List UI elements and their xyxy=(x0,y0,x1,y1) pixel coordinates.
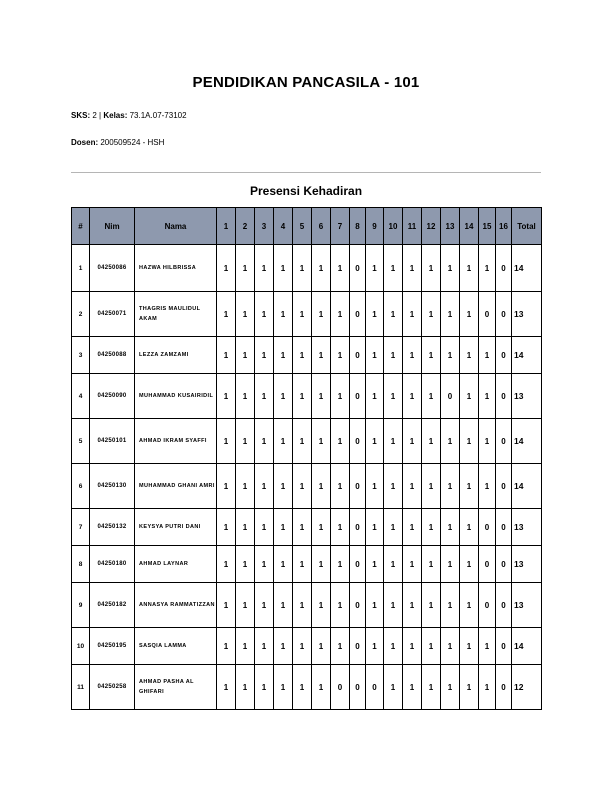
attendance-cell: 1 xyxy=(236,464,255,509)
attendance-cell: 1 xyxy=(274,464,293,509)
divider xyxy=(71,172,541,173)
attendance-cell: 1 xyxy=(293,546,312,583)
attendance-cell: 1 xyxy=(331,464,350,509)
attendance-cell: 1 xyxy=(441,665,460,710)
column-header: Total xyxy=(512,208,542,245)
kelas-value: 73.1A.07-73102 xyxy=(129,111,187,120)
attendance-cell: 1 xyxy=(479,419,496,464)
attendance-cell: 1 xyxy=(217,546,236,583)
attendance-cell: 1 xyxy=(217,337,236,374)
attendance-cell: 1 xyxy=(460,583,479,628)
attendance-cell: 1 xyxy=(236,583,255,628)
attendance-cell: 1 xyxy=(384,419,403,464)
attendance-cell: 1 xyxy=(403,464,422,509)
attendance-cell: 1 xyxy=(460,464,479,509)
attendance-cell: 0 xyxy=(350,665,366,710)
attendance-cell: 1 xyxy=(422,665,441,710)
total-cell: 14 xyxy=(512,245,542,292)
attendance-cell: 0 xyxy=(496,583,512,628)
name-cell: ANNASYA RAMMATIZZAN xyxy=(135,583,217,628)
column-header: 4 xyxy=(274,208,293,245)
attendance-cell: 1 xyxy=(460,628,479,665)
attendance-cell: 1 xyxy=(331,245,350,292)
course-info xyxy=(71,111,187,120)
attendance-cell: 1 xyxy=(479,337,496,374)
nim-cell: 04250182 xyxy=(90,583,135,628)
page-title: PENDIDIKAN PANCASILA - 101 xyxy=(192,74,420,91)
attendance-cell: 1 xyxy=(479,665,496,710)
attendance-cell: 1 xyxy=(312,509,331,546)
attendance-cell: 1 xyxy=(255,509,274,546)
name-cell: THAGRIS MAULIDUL AKAM xyxy=(135,292,217,337)
attendance-cell: 1 xyxy=(274,374,293,419)
column-header: 9 xyxy=(366,208,384,245)
attendance-cell: 1 xyxy=(293,337,312,374)
attendance-cell: 1 xyxy=(422,337,441,374)
column-header: 5 xyxy=(293,208,312,245)
name-cell: KEYSYA PUTRI DANI xyxy=(135,509,217,546)
attendance-cell: 1 xyxy=(422,419,441,464)
attendance-cell: 0 xyxy=(350,628,366,665)
sks-label: SKS: xyxy=(71,111,91,120)
attendance-cell: 0 xyxy=(496,509,512,546)
total-cell: 14 xyxy=(512,419,542,464)
attendance-cell: 1 xyxy=(312,245,331,292)
column-header: 14 xyxy=(460,208,479,245)
attendance-cell: 1 xyxy=(293,374,312,419)
attendance-cell: 0 xyxy=(350,509,366,546)
nim-cell: 04250180 xyxy=(90,546,135,583)
nim-cell: 04250088 xyxy=(90,337,135,374)
attendance-cell: 1 xyxy=(255,374,274,419)
name-cell: MUHAMMAD GHANI AMRI xyxy=(135,464,217,509)
nim-cell: 04250086 xyxy=(90,245,135,292)
attendance-cell: 1 xyxy=(366,374,384,419)
column-header: # xyxy=(72,208,90,245)
table-row xyxy=(72,509,542,546)
attendance-cell: 0 xyxy=(350,583,366,628)
column-header: 1 xyxy=(217,208,236,245)
attendance-cell: 1 xyxy=(255,628,274,665)
attendance-cell: 1 xyxy=(217,374,236,419)
attendance-cell: 1 xyxy=(217,665,236,710)
sks-value: 2 xyxy=(92,111,97,120)
attendance-cell: 1 xyxy=(217,292,236,337)
attendance-cell: 1 xyxy=(441,464,460,509)
table-row xyxy=(72,419,542,464)
attendance-cell: 1 xyxy=(274,245,293,292)
attendance-cell: 1 xyxy=(403,665,422,710)
attendance-cell: 1 xyxy=(217,509,236,546)
attendance-cell: 1 xyxy=(460,245,479,292)
attendance-cell: 1 xyxy=(479,245,496,292)
attendance-cell: 1 xyxy=(293,665,312,710)
attendance-cell: 1 xyxy=(255,292,274,337)
name-cell: AHMAD LAYNAR xyxy=(135,546,217,583)
attendance-cell: 1 xyxy=(422,583,441,628)
dosen-label: Dosen: xyxy=(71,138,99,147)
attendance-cell: 0 xyxy=(441,374,460,419)
row-number-cell: 11 xyxy=(72,665,90,710)
attendance-cell: 0 xyxy=(366,665,384,710)
attendance-cell: 1 xyxy=(217,464,236,509)
attendance-cell: 1 xyxy=(460,419,479,464)
attendance-cell: 1 xyxy=(441,419,460,464)
row-number-cell: 6 xyxy=(72,464,90,509)
attendance-cell: 1 xyxy=(255,419,274,464)
attendance-cell: 1 xyxy=(274,337,293,374)
column-header: 13 xyxy=(441,208,460,245)
row-number-cell: 7 xyxy=(72,509,90,546)
attendance-cell: 1 xyxy=(441,509,460,546)
column-header: 2 xyxy=(236,208,255,245)
attendance-cell: 1 xyxy=(403,509,422,546)
column-header: 16 xyxy=(496,208,512,245)
attendance-cell: 1 xyxy=(293,419,312,464)
attendance-cell: 1 xyxy=(236,419,255,464)
attendance-cell: 1 xyxy=(403,292,422,337)
attendance-cell: 1 xyxy=(331,628,350,665)
row-number-cell: 2 xyxy=(72,292,90,337)
attendance-cell: 1 xyxy=(384,628,403,665)
attendance-cell: 1 xyxy=(331,374,350,419)
nim-cell: 04250101 xyxy=(90,419,135,464)
row-number-cell: 3 xyxy=(72,337,90,374)
column-header: 8 xyxy=(350,208,366,245)
attendance-cell: 1 xyxy=(441,628,460,665)
attendance-cell: 1 xyxy=(255,583,274,628)
attendance-cell: 1 xyxy=(217,583,236,628)
row-number-cell: 10 xyxy=(72,628,90,665)
attendance-cell: 1 xyxy=(422,546,441,583)
attendance-cell: 1 xyxy=(441,583,460,628)
nim-cell: 04250090 xyxy=(90,374,135,419)
attendance-cell: 1 xyxy=(384,245,403,292)
attendance-cell: 1 xyxy=(293,628,312,665)
attendance-cell: 1 xyxy=(403,419,422,464)
attendance-cell: 1 xyxy=(422,509,441,546)
attendance-cell: 1 xyxy=(274,583,293,628)
attendance-cell: 1 xyxy=(217,245,236,292)
attendance-cell: 1 xyxy=(384,464,403,509)
attendance-cell: 1 xyxy=(422,464,441,509)
table-row xyxy=(72,337,542,374)
attendance-cell: 1 xyxy=(441,245,460,292)
column-header: Nama xyxy=(135,208,217,245)
attendance-cell: 1 xyxy=(479,628,496,665)
attendance-cell: 1 xyxy=(293,464,312,509)
kelas-label: Kelas: xyxy=(103,111,128,120)
attendance-cell: 1 xyxy=(274,546,293,583)
attendance-cell: 1 xyxy=(460,337,479,374)
table-header-row xyxy=(72,208,542,245)
attendance-cell: 1 xyxy=(460,665,479,710)
table-row xyxy=(72,628,542,665)
attendance-cell: 0 xyxy=(496,665,512,710)
attendance-cell: 0 xyxy=(479,583,496,628)
attendance-cell: 1 xyxy=(366,245,384,292)
attendance-cell: 1 xyxy=(236,628,255,665)
nim-cell: 04250130 xyxy=(90,464,135,509)
lecturer-info xyxy=(71,138,164,147)
name-cell: MUHAMMAD KUSAIRIDIL xyxy=(135,374,217,419)
row-number-cell: 9 xyxy=(72,583,90,628)
attendance-cell: 1 xyxy=(403,546,422,583)
attendance-cell: 1 xyxy=(236,292,255,337)
attendance-cell: 1 xyxy=(460,374,479,419)
column-header: 7 xyxy=(331,208,350,245)
nim-cell: 04250258 xyxy=(90,665,135,710)
attendance-cell: 0 xyxy=(350,546,366,583)
column-header: 10 xyxy=(384,208,403,245)
attendance-cell: 1 xyxy=(331,546,350,583)
attendance-cell: 1 xyxy=(312,546,331,583)
attendance-cell: 1 xyxy=(441,337,460,374)
attendance-cell: 1 xyxy=(255,665,274,710)
attendance-cell: 1 xyxy=(274,292,293,337)
attendance-cell: 1 xyxy=(331,292,350,337)
attendance-cell: 0 xyxy=(496,419,512,464)
dosen-value: 200509524 - HSH xyxy=(100,138,165,147)
attendance-cell: 1 xyxy=(366,337,384,374)
attendance-cell: 1 xyxy=(331,509,350,546)
attendance-cell: 1 xyxy=(331,583,350,628)
attendance-cell: 1 xyxy=(384,546,403,583)
attendance-cell: 1 xyxy=(217,628,236,665)
attendance-cell: 1 xyxy=(384,665,403,710)
attendance-cell: 1 xyxy=(403,583,422,628)
table-row xyxy=(72,374,542,419)
column-header: Nim xyxy=(90,208,135,245)
nim-cell: 04250195 xyxy=(90,628,135,665)
total-cell: 14 xyxy=(512,464,542,509)
attendance-cell: 1 xyxy=(274,665,293,710)
attendance-cell: 1 xyxy=(274,509,293,546)
attendance-cell: 1 xyxy=(274,628,293,665)
attendance-cell: 0 xyxy=(496,337,512,374)
attendance-cell: 1 xyxy=(460,509,479,546)
attendance-cell: 1 xyxy=(293,583,312,628)
column-header: 6 xyxy=(312,208,331,245)
name-cell: AHMAD PASHA AL GHIFARI xyxy=(135,665,217,710)
attendance-cell: 0 xyxy=(496,628,512,665)
attendance-cell: 1 xyxy=(366,583,384,628)
attendance-cell: 1 xyxy=(236,509,255,546)
attendance-cell: 1 xyxy=(255,337,274,374)
attendance-cell: 1 xyxy=(312,419,331,464)
attendance-cell: 1 xyxy=(384,583,403,628)
attendance-cell: 1 xyxy=(312,583,331,628)
total-cell: 13 xyxy=(512,374,542,419)
attendance-cell: 1 xyxy=(366,509,384,546)
attendance-cell: 1 xyxy=(422,292,441,337)
attendance-cell: 1 xyxy=(236,374,255,419)
attendance-cell: 0 xyxy=(479,292,496,337)
attendance-cell: 1 xyxy=(312,337,331,374)
attendance-cell: 1 xyxy=(460,292,479,337)
attendance-cell: 1 xyxy=(312,292,331,337)
row-number-cell: 4 xyxy=(72,374,90,419)
attendance-cell: 0 xyxy=(350,292,366,337)
table-row xyxy=(72,245,542,292)
attendance-cell: 1 xyxy=(441,546,460,583)
name-cell: HAZWA HILBRISSA xyxy=(135,245,217,292)
total-cell: 13 xyxy=(512,546,542,583)
nim-cell: 04250132 xyxy=(90,509,135,546)
table-row xyxy=(72,546,542,583)
attendance-cell: 1 xyxy=(366,292,384,337)
table-row xyxy=(72,464,542,509)
attendance-cell: 1 xyxy=(331,419,350,464)
attendance-cell: 1 xyxy=(441,292,460,337)
attendance-cell: 1 xyxy=(312,464,331,509)
attendance-cell: 1 xyxy=(366,546,384,583)
attendance-cell: 1 xyxy=(384,509,403,546)
total-cell: 13 xyxy=(512,292,542,337)
attendance-cell: 1 xyxy=(366,628,384,665)
column-header: 3 xyxy=(255,208,274,245)
attendance-cell: 0 xyxy=(496,464,512,509)
row-number-cell: 8 xyxy=(72,546,90,583)
attendance-cell: 1 xyxy=(255,245,274,292)
attendance-cell: 1 xyxy=(422,628,441,665)
attendance-cell: 1 xyxy=(293,245,312,292)
attendance-cell: 1 xyxy=(293,509,312,546)
attendance-cell: 0 xyxy=(350,337,366,374)
attendance-cell: 1 xyxy=(293,292,312,337)
attendance-cell: 1 xyxy=(479,464,496,509)
total-cell: 13 xyxy=(512,509,542,546)
attendance-cell: 1 xyxy=(479,374,496,419)
attendance-cell: 1 xyxy=(403,245,422,292)
total-cell: 14 xyxy=(512,337,542,374)
attendance-cell: 1 xyxy=(312,374,331,419)
row-number-cell: 5 xyxy=(72,419,90,464)
attendance-cell: 0 xyxy=(350,374,366,419)
table-row xyxy=(72,292,542,337)
attendance-cell: 1 xyxy=(236,546,255,583)
attendance-table xyxy=(71,207,542,710)
attendance-cell: 1 xyxy=(217,419,236,464)
column-header: 12 xyxy=(422,208,441,245)
attendance-cell: 0 xyxy=(496,245,512,292)
attendance-cell: 1 xyxy=(384,374,403,419)
attendance-cell: 0 xyxy=(350,245,366,292)
attendance-cell: 1 xyxy=(422,374,441,419)
attendance-cell: 0 xyxy=(496,546,512,583)
attendance-cell: 1 xyxy=(236,665,255,710)
row-number-cell: 1 xyxy=(72,245,90,292)
column-header: 15 xyxy=(479,208,496,245)
table-row xyxy=(72,583,542,628)
attendance-cell: 1 xyxy=(312,628,331,665)
attendance-cell: 0 xyxy=(479,546,496,583)
attendance-cell: 1 xyxy=(366,419,384,464)
attendance-cell: 1 xyxy=(331,337,350,374)
attendance-cell: 1 xyxy=(236,337,255,374)
attendance-cell: 0 xyxy=(496,292,512,337)
attendance-cell: 0 xyxy=(350,419,366,464)
attendance-cell: 1 xyxy=(255,464,274,509)
attendance-cell: 1 xyxy=(274,419,293,464)
attendance-cell: 1 xyxy=(236,245,255,292)
attendance-cell: 1 xyxy=(403,337,422,374)
name-cell: LEZZA ZAMZAMI xyxy=(135,337,217,374)
total-cell: 12 xyxy=(512,665,542,710)
total-cell: 14 xyxy=(512,628,542,665)
column-header: 11 xyxy=(403,208,422,245)
attendance-cell: 1 xyxy=(384,292,403,337)
attendance-cell: 1 xyxy=(366,464,384,509)
attendance-cell: 0 xyxy=(331,665,350,710)
separator: | xyxy=(99,111,102,120)
section-title: Presensi Kehadiran xyxy=(249,184,363,198)
name-cell: SASQIA LAMMA xyxy=(135,628,217,665)
table-row xyxy=(72,665,542,710)
attendance-cell: 1 xyxy=(403,628,422,665)
attendance-cell: 1 xyxy=(384,337,403,374)
name-cell: AHMAD IKRAM SYAFFI xyxy=(135,419,217,464)
attendance-cell: 0 xyxy=(479,509,496,546)
attendance-cell: 1 xyxy=(403,374,422,419)
attendance-cell: 1 xyxy=(460,546,479,583)
attendance-cell: 0 xyxy=(496,374,512,419)
nim-cell: 04250071 xyxy=(90,292,135,337)
attendance-cell: 1 xyxy=(422,245,441,292)
attendance-cell: 1 xyxy=(255,546,274,583)
attendance-cell: 0 xyxy=(350,464,366,509)
total-cell: 13 xyxy=(512,583,542,628)
attendance-cell: 1 xyxy=(312,665,331,710)
